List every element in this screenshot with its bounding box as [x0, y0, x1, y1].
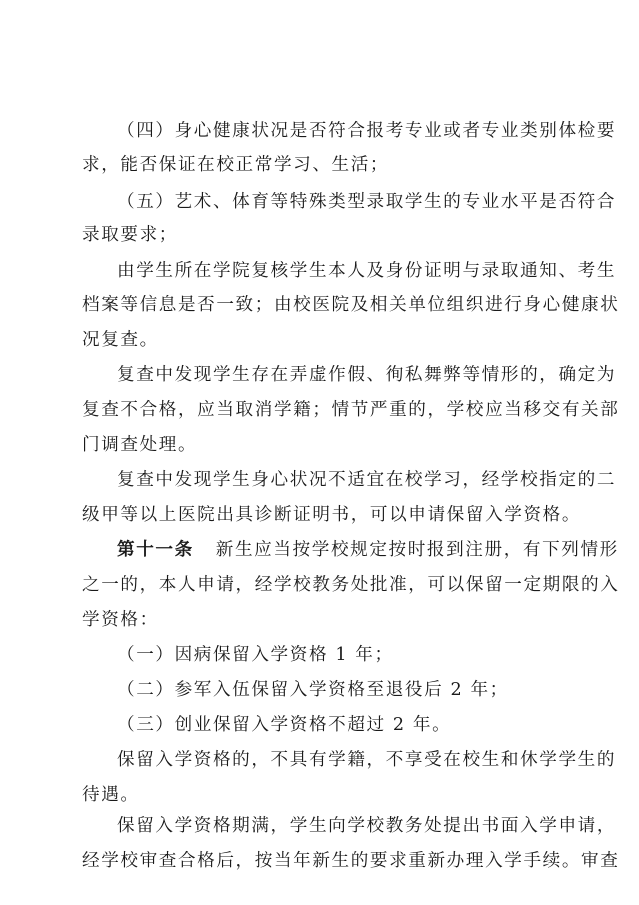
text-line: 门调查处理。 [82, 435, 198, 455]
text-line: （五）艺术、体育等特殊类型录取学生的专业水平是否符合 [117, 192, 617, 212]
text-line: 况复查。 [82, 330, 159, 350]
text-line: （二）参军入伍保留入学资格至退役后 2 年； [117, 680, 509, 700]
text-line: 复查不合格，应当取消学籍；情节严重的，学校应当移交有关部 [82, 400, 620, 420]
article-line [117, 538, 619, 562]
text-line: 级甲等以上医院出具诊断证明书，可以申请保留入学资格。 [82, 505, 582, 525]
text-line: （三）创业保留入学资格不超过 2 年。 [117, 715, 452, 735]
text-line: 档案等信息是否一致；由校医院及相关单位组织进行身心健康状 [82, 295, 620, 315]
text-line: 求，能否保证在校正常学习、生活； [82, 155, 390, 175]
text-line: 录取要求； [82, 225, 178, 245]
article-heading: 第十一条 [117, 539, 194, 560]
text-line: 保留入学资格的，不具有学籍，不享受在校生和休学学生的 [117, 750, 617, 770]
text-line: 经学校审查合格后，按当年新生的要求重新办理入学手续。审查 [82, 851, 620, 871]
text-line: 之一的，本人申请，经学校教务处批准，可以保留一定期限的入 [82, 575, 620, 595]
text-line: 学资格： [82, 610, 159, 630]
text-line: 保留入学资格期满，学生向学校教务处提出书面入学申请， [117, 816, 617, 836]
text-line: 复查中发现学生身心状况不适宜在校学习，经学校指定的二 [117, 470, 617, 490]
text-line: 待遇。 [82, 785, 140, 805]
text-line: 复查中发现学生存在弄虚作假、徇私舞弊等情形的，确定为 [117, 365, 617, 385]
text-line: （一）因病保留入学资格 1 年； [117, 645, 394, 665]
text-line: （四）身心健康状况是否符合报考专业或者专业类别体检要 [117, 121, 617, 141]
article-text: 新生应当按学校规定按时报到注册，有下列情形 [215, 540, 619, 560]
text-line: 由学生所在学院复核学生本人及身份证明与录取通知、考生 [117, 261, 617, 281]
